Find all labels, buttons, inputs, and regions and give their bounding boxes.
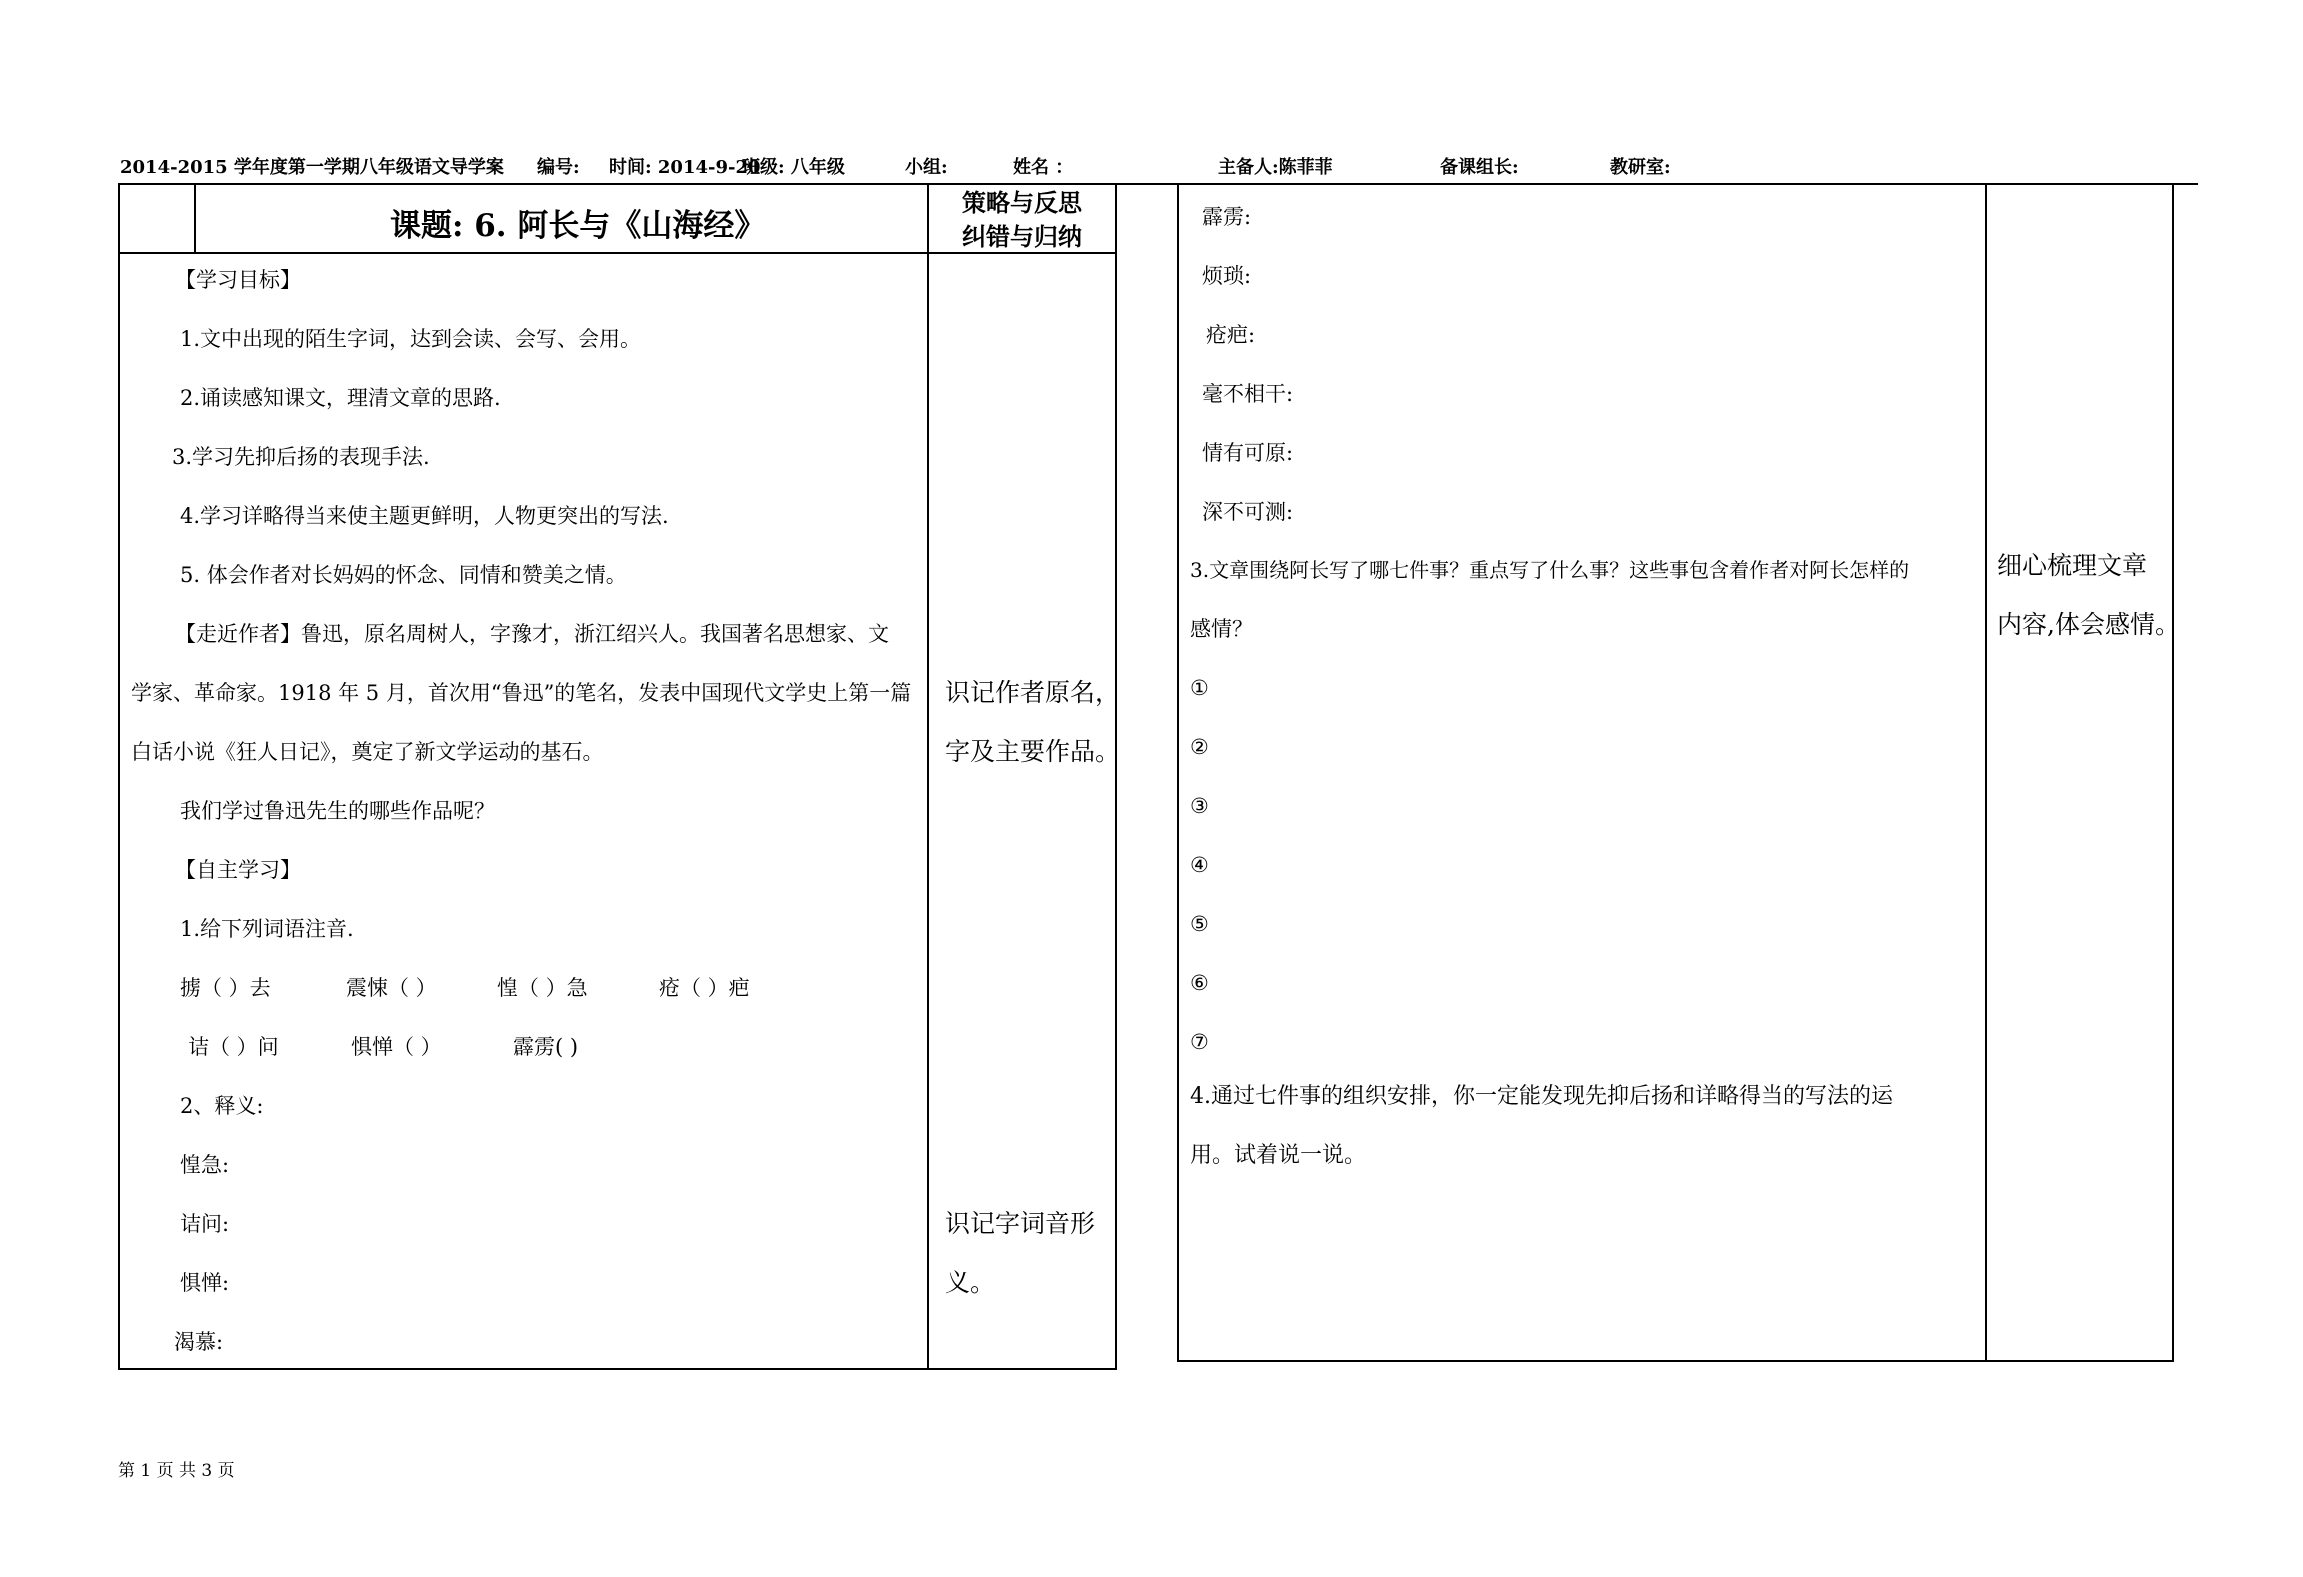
header-name: 姓名 ： [1013,157,1074,178]
objective-item: 3.学习先抑后扬的表现手法. [172,445,430,469]
side-header-line-2: 纠错与归纳 [962,222,1082,251]
question-3-line: 感情？ [1190,617,1253,641]
event-number: ⑦ [1190,1030,1209,1054]
right-definition-item: 霹雳: [1202,205,1252,229]
pinyin-item: 震悚（ ） [346,976,437,1000]
event-number: ① [1190,676,1209,700]
question-3-line: 3.文章围绕阿长写了哪七件事？重点写了什么事？这些事包含着作者对阿长怎样的 [1190,558,1910,582]
author-note-line: 识记作者原名， [945,678,1121,707]
objective-item: 1.文中出现的陌生字词，达到会读、会写、会用。 [180,327,642,351]
pinyin-item: 惧惮（ ） [351,1035,442,1059]
page-number: 第 1 页 共 3 页 [118,1461,235,1481]
pinyin-item: 掳（ ）去 [180,976,271,1000]
header-rule [118,183,2198,185]
right-definition-item: 深不可测: [1202,500,1294,524]
left-table-border [194,185,196,252]
definition-item: 诘问: [180,1212,230,1236]
side-column-header [929,186,1115,254]
pinyin-item: 疮（ ）疤 [659,976,750,1000]
header-time: 时间: 2014-9-20 [609,157,761,178]
objective-item: 4.学习详略得当来使主题更鲜明，人物更突出的写法. [180,504,669,528]
header-office: 教研室: [1610,157,1671,178]
left-table-border [927,185,929,1370]
lesson-title: 课题: 6. 阿长与《山海经》 [390,208,766,244]
right-definition-item: 毫不相干: [1202,382,1294,406]
side-header-line-1: 策略与反思 [962,188,1082,217]
left-table-border [118,1368,1117,1370]
objective-item: 5. 体会作者对长妈妈的怀念、同情和赞美之情。 [180,563,627,587]
header-number: 编号: [537,157,580,178]
objectives-heading: 【学习目标】 [175,268,301,292]
left-table-border [118,185,120,1370]
author-intro-line: 白话小说《狂人日记》，奠定了新文学运动的基石。 [131,740,604,764]
definition-item: 渴慕: [174,1330,224,1354]
event-number: ② [1190,735,1209,759]
header-group-leader: 备课组长: [1440,157,1519,178]
event-number: ③ [1190,794,1209,818]
event-number: ⑤ [1190,912,1209,936]
header-preparer: 主备人:陈菲菲 [1218,157,1333,178]
right-definition-item: 情有可原: [1202,441,1294,465]
author-intro-line: 学家、革命家。1918 年 5 月，首次用“鲁迅”的笔名，发表中国现代文学史上第一篇 [131,681,912,705]
right-definition-item: 烦琐: [1202,264,1252,288]
works-question: 我们学过鲁迅先生的哪些作品呢？ [180,799,495,823]
author-note-line: 字及主要作品。 [945,737,1121,766]
pinyin-item: 霹雳( ) [513,1035,579,1059]
word-note-line: 识记字词音形 [945,1209,1096,1238]
author-intro-line: 【走近作者】鲁迅，原名周树人，字豫才，浙江绍兴人。我国著名思想家、文 [175,622,889,646]
definition-item: 惧惮: [180,1271,230,1295]
right-table-border [2172,185,2174,1362]
question-4-line: 用。试着说一说。 [1190,1143,1367,1168]
header-class: 班级: 八年级 [742,157,845,178]
header-year: 2014-2015 学年度第一学期八年级语文导学案 [120,157,504,178]
left-table-border [1115,185,1117,1370]
definition-item: 惶急: [180,1153,230,1177]
right-note-line: 细心梳理文章 [1997,551,2148,580]
right-table-border [1985,185,1987,1362]
definition-heading: 2、释义: [180,1094,264,1118]
right-table-border [1177,185,1179,1362]
header-group: 小组: [905,157,948,178]
word-note-line: 义。 [945,1268,996,1297]
pinyin-item: 诘（ ）问 [188,1035,279,1059]
pinyin-item: 惶（ ）急 [497,976,588,1000]
right-table-border [1177,1360,2174,1362]
question-4-line: 4.通过七件事的组织安排，你一定能发现先抑后扬和详略得当的写法的运 [1190,1084,1893,1109]
right-note-line: 内容,体会感情。 [1997,610,2180,639]
self-study-heading: 【自主学习】 [175,858,301,882]
right-definition-item: 疮疤: [1206,323,1256,347]
pinyin-task: 1.给下列词语注音. [180,917,354,941]
objective-item: 2.诵读感知课文，理清文章的思路. [180,386,501,410]
event-number: ⑥ [1190,971,1209,995]
event-number: ④ [1190,853,1209,877]
